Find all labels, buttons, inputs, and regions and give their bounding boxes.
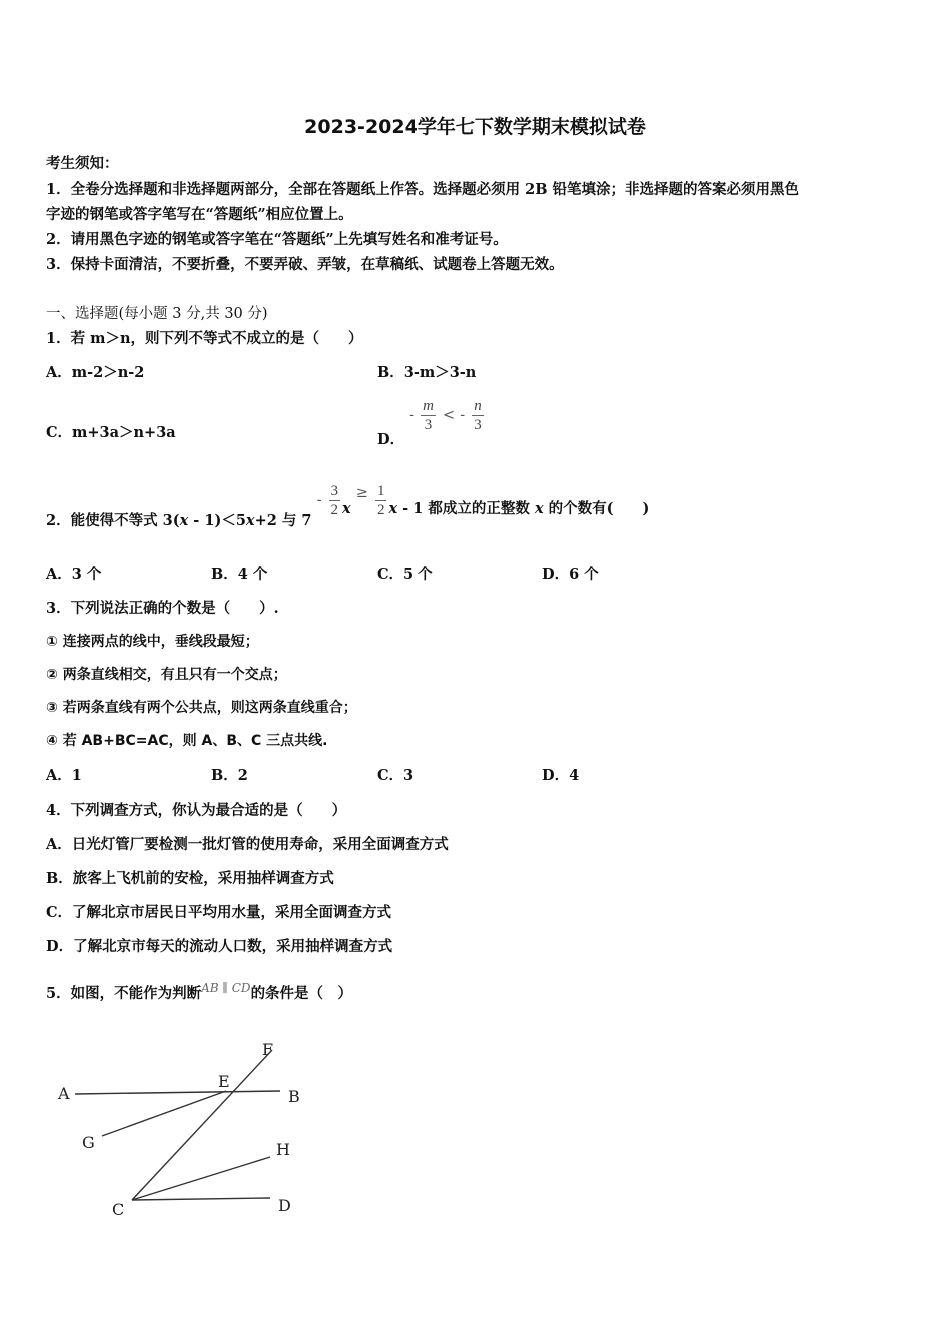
q1-d-frac1 <box>421 397 436 434</box>
q2-var-x5: x <box>534 499 544 517</box>
notice-item-1b: 字迹的钢笔或答字笔写在“答题纸”相应位置上。 <box>46 206 353 223</box>
label-d: D <box>278 1196 291 1215</box>
q1-option-a[interactable]: A．m-2＞n-2 <box>46 364 145 381</box>
q4-option-c[interactable]: C．了解北京市居民日平均用水量，采用全面调查方式 <box>46 904 392 921</box>
q5-prefix: 5．如图，不能作为判断 <box>46 985 202 1002</box>
line-cd <box>132 1198 270 1200</box>
q1-option-d[interactable] <box>377 397 486 448</box>
label-g: G <box>82 1133 95 1152</box>
line-ge <box>102 1091 226 1136</box>
q2-prefix: 2．能使得不等式 3( <box>46 511 180 529</box>
label-a: A <box>58 1084 70 1103</box>
q1-option-b[interactable]: B．3-m＞3-n <box>377 364 477 381</box>
label-c: C <box>112 1200 125 1219</box>
q2-var-x2: x <box>245 511 255 529</box>
q2-var-x1: x <box>179 511 189 529</box>
q3-option-a[interactable]: A．1 <box>46 767 82 784</box>
q1-d-den2: 3 <box>474 417 482 433</box>
notice-item-3: 3．保持卡面清洁，不要折叠，不要弄破、弄皱，在草稿纸、试题卷上答题无效。 <box>46 256 564 273</box>
q1-d-minus1: - <box>409 407 415 424</box>
q2-option-d[interactable]: D．6 个 <box>542 566 599 583</box>
q3-statement-4: ④ 若 AB+BC=AC，则 A、B、C 三点共线. <box>46 733 328 749</box>
q1-d-num1: m <box>423 398 434 414</box>
page-title: 2023-2024学年七下数学期末模拟试卷 <box>304 116 646 138</box>
q2-var-x3: x <box>342 499 351 517</box>
q1-d-den1: 3 <box>424 417 433 433</box>
notice-item-2: 2．请用黑色字迹的钢笔或答字笔在“答题纸”上先填写姓名和准考证号。 <box>46 231 508 248</box>
q2-mid3: - 1 都成立的正整数 <box>397 499 535 517</box>
q5-suffix: 的条件是（ ） <box>250 985 353 1002</box>
q4-stem: 4．下列调查方式，你认为最合适的是（ ） <box>46 802 347 819</box>
q2-var-x4: x <box>388 499 398 517</box>
notice-heading: 考生须知： <box>46 155 119 172</box>
q2-option-a[interactable]: A．3 个 <box>46 566 102 583</box>
q5-stem <box>46 982 352 1003</box>
q2-minus: - <box>316 492 322 509</box>
q2-frac2-den: 2 <box>376 502 385 518</box>
q2-frac1 <box>329 482 341 519</box>
section-heading: 一、选择题(每小题 3 分,共 30 分) <box>46 306 268 322</box>
q2-frac2 <box>375 482 387 519</box>
label-h: H <box>276 1140 290 1159</box>
q2-geq: ≥ <box>355 484 368 501</box>
q2-frac1-den: 2 <box>330 502 339 518</box>
q3-stem: 3．下列说法正确的个数是（ ）. <box>46 600 279 617</box>
q3-statement-3: ③ 若两条直线有两个公共点，则这两条直线重合； <box>46 700 357 716</box>
q1-stem: 1．若 m＞n，则下列不等式不成立的是（ ） <box>46 330 363 347</box>
q1-d-minus2: - <box>460 407 466 424</box>
q1-d-num2: n <box>474 398 482 414</box>
q1-option-c[interactable]: C．m+3a＞n+3a <box>46 424 176 441</box>
q2-mid1: - 1)＜5 <box>188 511 246 529</box>
label-e: E <box>218 1072 230 1091</box>
q3-option-b[interactable]: B．2 <box>211 767 248 784</box>
q4-option-a[interactable]: A．日光灯管厂要检测一批灯管的使用寿命，采用全面调查方式 <box>46 836 449 853</box>
q2-frac2-num: 1 <box>376 483 385 499</box>
q4-option-d[interactable]: D．了解北京市每天的流动人口数，采用抽样调查方式 <box>46 938 393 955</box>
q3-option-d[interactable]: D．4 <box>542 767 580 784</box>
label-b: B <box>288 1087 300 1106</box>
label-f: F <box>262 1040 274 1059</box>
q2-option-c[interactable]: C．5 个 <box>377 566 433 583</box>
q5-geometry-figure <box>50 1035 320 1220</box>
q1-d-lt: < <box>443 407 456 424</box>
q1-d-label: D． <box>377 430 405 448</box>
notice-item-1a: 1．全卷分选择题和非选择题两部分，全部在答题纸上作答。选择题必须用 2B 铅笔填涂；非选择题的答案必须用黑色 <box>46 181 800 198</box>
q3-statement-2: ② 两条直线相交，有且只有一个交点； <box>46 667 287 683</box>
q2-frac1-num: 3 <box>330 483 339 499</box>
q4-option-b[interactable]: B．旅客上飞机前的安检，采用抽样调查方式 <box>46 870 334 887</box>
q2-stem <box>46 482 650 529</box>
q3-option-c[interactable]: C．3 <box>377 767 414 784</box>
q3-statement-1: ① 连接两点的线中，垂线段最短； <box>46 634 259 650</box>
q2-mid2: +2 与 7 <box>254 511 312 529</box>
q2-option-b[interactable]: B．4 个 <box>211 566 268 583</box>
q2-suffix: 的个数有( ) <box>543 499 650 517</box>
q1-d-frac2 <box>472 397 484 434</box>
q5-condition: AB ∥ CD <box>201 981 251 995</box>
line-ab <box>75 1091 280 1094</box>
